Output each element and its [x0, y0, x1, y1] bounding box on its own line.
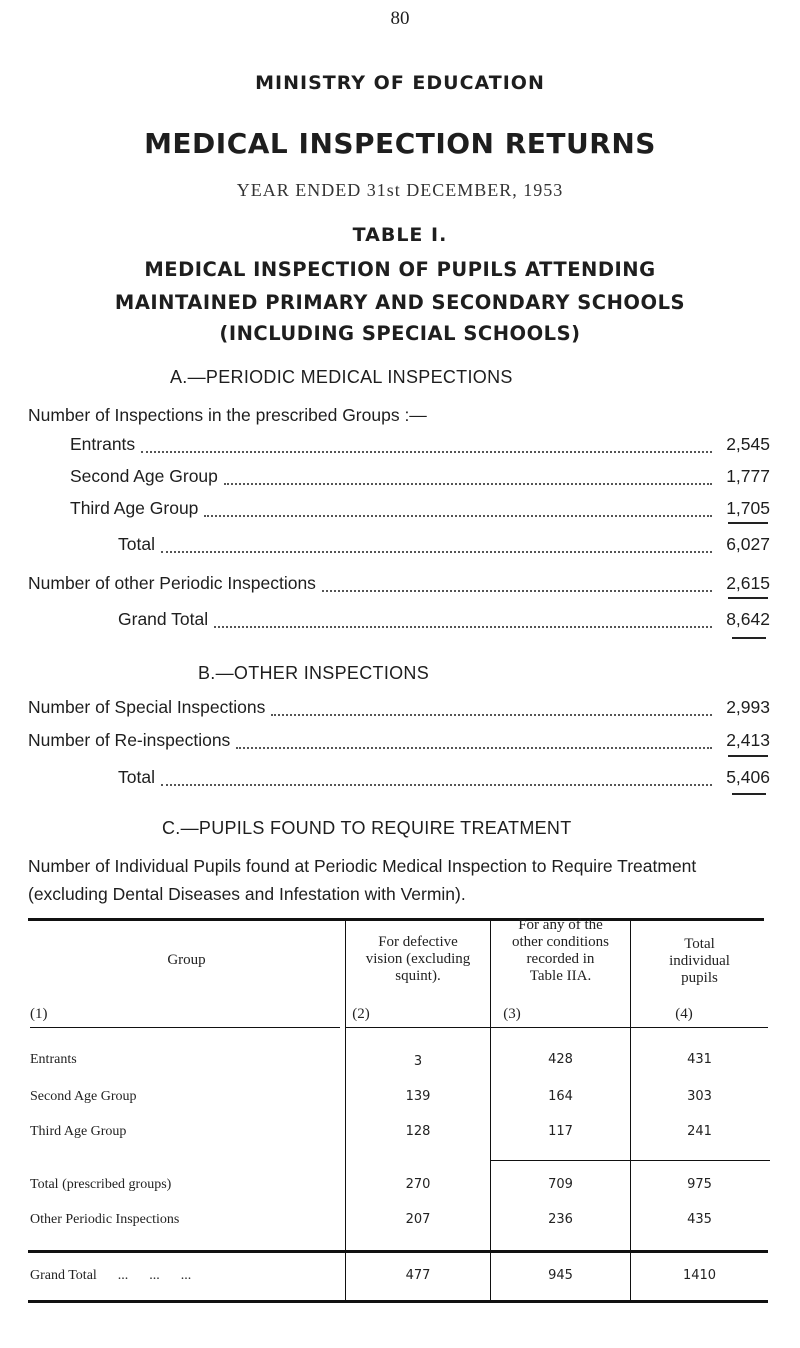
subtotal-rule — [490, 1160, 770, 1161]
row-label: Second Age Group — [70, 466, 218, 486]
row-value: 8,642 — [726, 609, 770, 629]
leader-dots — [214, 626, 712, 628]
header-text: Table IIA. — [529, 968, 592, 984]
header-text: pupils — [681, 970, 718, 986]
header-num-4: (4) — [675, 1006, 693, 1022]
table-cell-vision: 3 — [413, 1054, 423, 1069]
section-a-title: A.—PERIODIC MEDICAL INSPECTIONS — [170, 367, 513, 387]
row-value: 2,615 — [726, 573, 770, 593]
table-cell-other: 117 — [548, 1124, 573, 1139]
row-second-age-group — [70, 466, 770, 490]
table-cell-other: 164 — [548, 1089, 573, 1104]
leader-dots — [271, 714, 712, 716]
end-rule — [732, 793, 766, 795]
header-rule — [345, 1027, 768, 1028]
table-cell-other: 236 — [548, 1212, 573, 1227]
row-third-age-group — [70, 498, 770, 522]
heading-line-3: (INCLUDING SPECIAL SCHOOLS) — [219, 322, 581, 345]
header-text: For defective — [378, 934, 458, 950]
table-cell-total: 1410 — [682, 1268, 717, 1283]
page-title: MEDICAL INSPECTION RETURNS — [144, 127, 656, 160]
row-total-b — [118, 767, 770, 791]
header-vision — [346, 934, 490, 985]
sum-rule — [728, 597, 768, 599]
leader-dots — [141, 451, 712, 453]
section-a-intro: Number of Inspections in the prescribed Groups :— — [28, 405, 427, 425]
header-text: other conditions — [511, 934, 610, 950]
row-total-a — [118, 534, 770, 558]
sum-rule — [728, 755, 768, 757]
table-cell-other: 428 — [548, 1052, 573, 1067]
table-cell-total: 241 — [687, 1124, 712, 1139]
ministry-title: MINISTRY OF EDUCATION — [255, 72, 545, 94]
row-label: Number of Re-inspections — [28, 730, 231, 750]
header-text: Total — [684, 936, 715, 952]
row-re-inspections — [28, 730, 770, 754]
table-cell-vision: 128 — [405, 1124, 431, 1139]
section-b-title: B.—OTHER INSPECTIONS — [198, 663, 430, 683]
section-c-paragraph: Number of Individual Pupils found at Periodic Medical Inspection to Require Treatment (excluding Dental Diseases and Infestation with Vermin). — [28, 856, 697, 904]
row-other-periodic — [28, 573, 770, 597]
leader-dots — [204, 515, 712, 517]
row-label: Number of other Periodic Inspections — [28, 573, 316, 593]
row-entrants — [70, 434, 770, 458]
leader-dots — [236, 747, 712, 749]
row-value: 1,777 — [726, 466, 770, 486]
table-row-group: Other Periodic Inspections — [30, 1212, 180, 1227]
table-cell-vision: 207 — [405, 1212, 431, 1227]
row-special-inspections — [28, 697, 770, 721]
heading-line-1: MEDICAL INSPECTION OF PUPILS ATTENDING — [144, 258, 656, 281]
page-number: 80 — [390, 8, 410, 29]
header-other-conditions — [491, 917, 630, 985]
table-cell-vision: 270 — [405, 1177, 431, 1192]
row-label: Entrants — [70, 434, 136, 454]
table-row-group: Entrants — [30, 1052, 77, 1067]
table-cell-vision: 477 — [405, 1268, 431, 1283]
row-value: 6,027 — [726, 534, 770, 554]
header-text: recorded in — [526, 951, 595, 967]
row-label: Total — [118, 767, 155, 787]
header-text: squint). — [395, 968, 441, 984]
header-num-1: (1) — [30, 1006, 48, 1022]
row-value: 1,705 — [726, 498, 770, 518]
heading-line-2: MAINTAINED PRIMARY AND SECONDARY SCHOOLS — [114, 291, 686, 314]
table-row-group: Grand Total ... ... ... — [30, 1268, 192, 1283]
header-num-2: (2) — [352, 1006, 370, 1022]
row-value: 2,545 — [726, 434, 770, 454]
table-row-group: Third Age Group — [30, 1124, 127, 1139]
header-text: individual — [669, 953, 730, 969]
section-c-title: C.—PUPILS FOUND TO REQUIRE TREATMENT — [162, 818, 572, 838]
table-row-group: Total (prescribed groups) — [30, 1177, 172, 1192]
row-value: 5,406 — [726, 767, 770, 787]
header-num-3: (3) — [503, 1006, 521, 1022]
table-row-group: Second Age Group — [30, 1089, 137, 1104]
table-bottom-rule — [28, 1300, 768, 1303]
leader-dots — [161, 551, 712, 553]
header-text: Group — [167, 952, 206, 968]
table-cell-total: 975 — [687, 1177, 712, 1192]
table-cell-total: 431 — [687, 1052, 712, 1067]
header-rule — [30, 1027, 340, 1028]
leader-dots — [322, 590, 712, 592]
row-value: 2,413 — [726, 730, 770, 750]
row-label: Number of Special Inspections — [28, 697, 266, 717]
header-total-pupils — [631, 936, 768, 987]
table-cell-vision: 139 — [405, 1089, 431, 1104]
row-grand-total-a — [118, 609, 770, 633]
leader-dots — [161, 784, 712, 786]
table-label: TABLE I. — [352, 224, 448, 246]
table-cell-other: 709 — [548, 1177, 573, 1192]
grand-total-rule — [28, 1250, 768, 1253]
table-cell-total: 303 — [687, 1089, 712, 1104]
row-value: 2,993 — [726, 697, 770, 717]
end-rule — [732, 637, 766, 639]
table-top-rule — [28, 918, 764, 921]
row-label: Total — [118, 534, 155, 554]
year-line: YEAR ENDED 31st DECEMBER, 1953 — [236, 180, 564, 200]
row-label: Third Age Group — [70, 498, 199, 518]
header-group — [30, 952, 343, 969]
row-label: Grand Total — [118, 609, 209, 629]
header-text: vision (excluding — [365, 951, 471, 967]
table-cell-other: 945 — [548, 1268, 573, 1283]
sum-rule — [728, 522, 768, 524]
leader-dots — [224, 483, 712, 485]
header-text: For any of the — [518, 917, 603, 933]
table-cell-total: 435 — [687, 1212, 712, 1227]
